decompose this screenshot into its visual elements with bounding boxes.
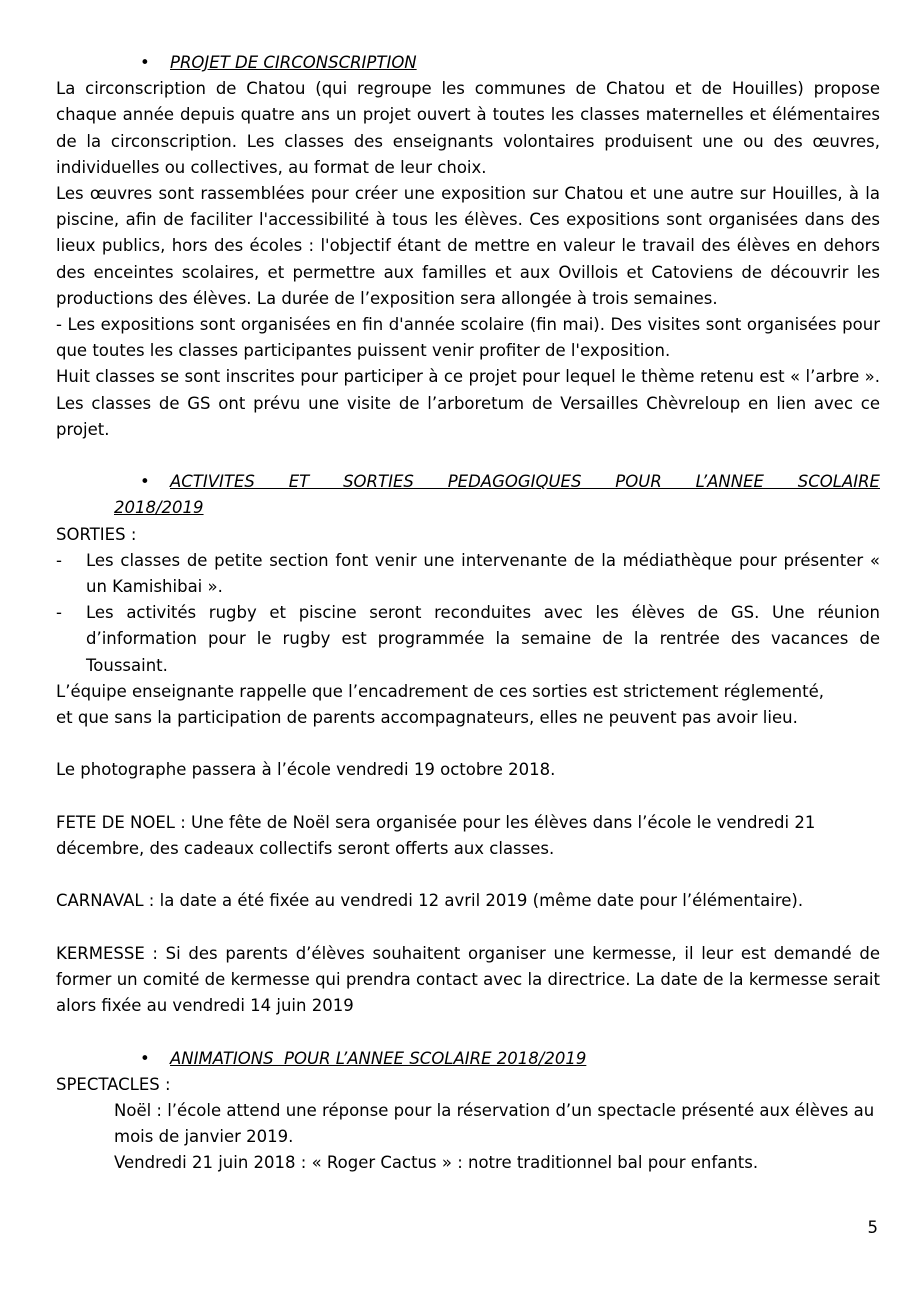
- paragraph: La circonscription de Chatou (qui regroupe les communes de Chatou et de Houilles) propose chaque année depuis quatre ans un projet ouvert à toutes les classes maternelles et élémentaires de la circonscription. Les classes des enseignants volontaires produisent une ou des œuvres, individuelles ou collectives, au format de leur choix.: [56, 79, 880, 177]
- spacer: [56, 862, 880, 888]
- page-number: 5: [867, 1218, 878, 1237]
- bullet-icon: •: [140, 53, 150, 72]
- spacer: [56, 915, 880, 941]
- bullet-icon: •: [140, 1048, 150, 1068]
- photographer-note: Le photographe passera à l’école vendredi 19 octobre 2018.: [56, 760, 556, 780]
- spacer: [56, 784, 880, 810]
- heading-text-year: 2018/2019: [114, 498, 204, 518]
- spacer: [56, 443, 880, 469]
- list-item: [56, 600, 880, 679]
- heading-text: PROJET DE CIRCONSCRIPTION: [170, 53, 417, 72]
- noel-note: FETE DE NOEL : Une fête de Noël sera organisée pour les élèves dans l’école le vendredi 21 décembre, des cadeaux collectifs seront offerts aux classes.: [56, 812, 816, 859]
- section-heading-projet: [56, 50, 880, 76]
- list-item-text: Les activités rugby et piscine seront reconduites avec les élèves de GS. Une réunion d’information pour le rugby est programmée la semaine de la rentrée des vacances de Toussaint.: [86, 603, 880, 675]
- dash-marker: -: [56, 603, 62, 623]
- page-content: [56, 50, 880, 1177]
- dash-marker: -: [56, 550, 62, 570]
- sorties-label: SORTIES :: [56, 524, 137, 544]
- section-heading-animations: [56, 1046, 880, 1072]
- kermesse-note: KERMESSE : Si des parents d’élèves souhaitent organiser une kermesse, il leur est demandé de former un comité de kermesse qui prendra contact avec la directrice. La date de la kermesse serait alors fixée au vendredi 14 juin 2019: [56, 943, 880, 1016]
- list-item-text: Les classes de petite section font venir une intervenante de la médiathèque pour présenter « un Kamishibai ».: [86, 550, 880, 597]
- paragraph: Les œuvres sont rassemblées pour créer une exposition sur Chatou et une autre sur Houilles, à la piscine, afin de faciliter l'accessibilité à tous les élèves. Ces expositions sont organisées dans des lieux publics, hors des écoles : l'objectif étant de mettre en valeur le travail des élèves en dehors des enceintes scolaires, et permettre aux familles et aux Ovillois et Catoviens de découvrir les productions des élèves. La durée de l’exposition sera allongée à trois semaines.: [56, 184, 880, 308]
- section-heading-activites: [56, 469, 880, 521]
- spectacle-noel: Noël : l’école attend une réponse pour la réservation d’un spectacle présenté aux élèves au mois de janvier 2019.: [114, 1101, 875, 1147]
- reminder-line: et que sans la participation de parents accompagnateurs, elles ne peuvent pas avoir lieu.: [56, 708, 798, 728]
- list-item: [56, 548, 880, 600]
- carnaval-note: CARNAVAL : la date a été fixée au vendredi 12 avril 2019 (même date pour l’élémentaire).: [56, 891, 804, 911]
- heading-text: ACTIVITES ET SORTIES PEDAGOGIQUES POUR L’ANNEE SCOLAIRE: [170, 472, 880, 492]
- paragraph: Huit classes se sont inscrites pour participer à ce projet pour lequel le thème retenu est « l’arbre ». Les classes de GS ont prévu une visite de l’arboretum de Versailles Chèvreloup en lien avec ce projet.: [56, 367, 880, 439]
- spectacle-roger-cactus: Vendredi 21 juin 2018 : « Roger Cactus » : notre traditionnel bal pour enfants.: [114, 1153, 759, 1173]
- paragraph: - Les expositions sont organisées en fin d'année scolaire (fin mai). Des visites sont organisées pour que toutes les classes participantes puissent venir profiter de l'exposition.: [56, 315, 880, 361]
- spacer: [56, 731, 880, 757]
- bullet-icon: •: [140, 472, 150, 492]
- reminder-line: L’équipe enseignante rappelle que l’encadrement de ces sorties est strictement réglementé,: [56, 681, 824, 701]
- heading-text: ANIMATIONS POUR L’ANNEE SCOLAIRE 2018/2019: [170, 1048, 587, 1068]
- spacer: [56, 1019, 880, 1045]
- spectacles-label: SPECTACLES :: [56, 1074, 171, 1094]
